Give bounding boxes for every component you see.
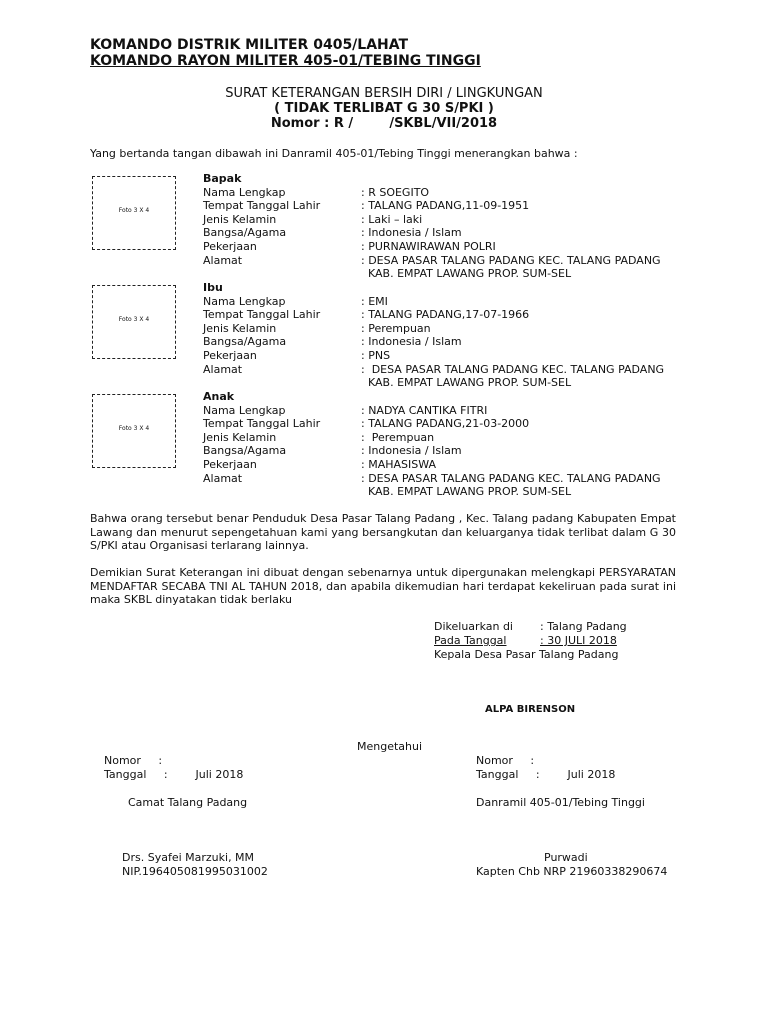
field-label-address: Alamat bbox=[203, 362, 243, 376]
person-role: Bapak bbox=[203, 172, 242, 185]
field-value-nation: : Indonesia / Islam bbox=[361, 335, 462, 349]
left-nomor: Nomor : bbox=[104, 754, 163, 767]
field-value-job: : PNS bbox=[361, 349, 391, 362]
issued-place-label: Dikeluarkan di bbox=[434, 620, 513, 633]
issued-official: Kepala Desa Pasar Talang Padang bbox=[434, 648, 619, 661]
photo-label: Foto 3 X 4 bbox=[118, 425, 150, 432]
field-label-gender: Jenis Kelamin bbox=[203, 321, 277, 335]
issued-signer: ALPA BIRENSON bbox=[485, 704, 576, 715]
field-value-nation: : Indonesia / Islam bbox=[361, 226, 462, 240]
known-label: Mengetahui bbox=[357, 740, 423, 753]
field-value-name: : EMI bbox=[361, 294, 388, 308]
left-office: Camat Talang Padang bbox=[128, 796, 248, 809]
field-value-birth: : TALANG PADANG,21-03-2000 bbox=[361, 417, 530, 431]
field-label-address: Alamat bbox=[203, 471, 243, 485]
title-line-3: Nomor : R / /SKBL/VII/2018 bbox=[270, 116, 498, 131]
left-tanggal: Tanggal : Juli 2018 bbox=[104, 768, 244, 781]
field-label-nation: Bangsa/Agama bbox=[203, 335, 287, 349]
field-value-name: : R SOEGITO bbox=[361, 185, 430, 199]
field-value-birth: : TALANG PADANG,17-07-1966 bbox=[361, 308, 530, 322]
field-label-job: Pekerjaan bbox=[203, 349, 257, 362]
field-label-name: Nama Lengkap bbox=[203, 403, 286, 417]
intro-text: Yang bertanda tangan dibawah ini Danramil 405-01/Tebing Tinggi menerangkan bahwa : bbox=[90, 147, 578, 160]
issued-date-value: : 30 JULI 2018 bbox=[540, 634, 617, 647]
left-id: NIP.196405081995031002 bbox=[122, 865, 268, 878]
field-value-gender: : Laki – laki bbox=[361, 212, 423, 226]
header-line-2: KOMANDO RAYON MILITER 405-01/TEBING TINGGI bbox=[90, 53, 481, 69]
field-value-job: : MAHASISWA bbox=[361, 458, 437, 471]
field-value-address: : DESA PASAR TALANG PADANG KEC. TALANG PADANG bbox=[361, 362, 665, 376]
field-label-birth: Tempat Tanggal Lahir bbox=[203, 308, 321, 322]
field-label-nation: Bangsa/Agama bbox=[203, 444, 287, 458]
title-line-2: ( TIDAK TERLIBAT G 30 S/PKI ) bbox=[274, 101, 494, 116]
field-label-address: Alamat bbox=[203, 253, 243, 267]
photo-label: Foto 3 X 4 bbox=[118, 316, 150, 323]
issued-place-value: : Talang Padang bbox=[540, 620, 627, 633]
field-value-address: : DESA PASAR TALANG PADANG KEC. TALANG PADANG bbox=[361, 471, 661, 485]
field-label-nation: Bangsa/Agama bbox=[203, 226, 287, 240]
right-id: Kapten Chb NRP 21960338290674 bbox=[476, 865, 668, 878]
title-line-1: SURAT KETERANGAN BERSIH DIRI / LINGKUNGAN bbox=[225, 86, 543, 101]
left-name: Drs. Syafei Marzuki, MM bbox=[122, 851, 255, 864]
header-line-1: KOMANDO DISTRIK MILITER 0405/LAHAT bbox=[90, 37, 409, 53]
photo-placeholder bbox=[92, 176, 176, 250]
right-tanggal: Tanggal : Juli 2018 bbox=[476, 768, 616, 781]
issued-date-label: Pada Tanggal bbox=[434, 634, 507, 647]
field-label-gender: Jenis Kelamin bbox=[203, 212, 277, 226]
field-label-job: Pekerjaan bbox=[203, 240, 257, 253]
field-value-address-line-2: KAB. EMPAT LAWANG PROP. SUM-SEL bbox=[368, 376, 572, 390]
paragraph-closing: Demikian Surat Keterangan ini dibuat dengan sebenarnya untuk dipergunakan melengkapi PERSYARATAN MENDAFTAR SECABA TNI AL TAHUN 2018, dan apabila dikemudian hari terdapat kekeliruan pada surat ini maka SKBL dinyatakan tidak berlaku bbox=[90, 566, 676, 607]
person-role: Anak bbox=[203, 390, 235, 403]
field-value-name: : NADYA CANTIKA FITRI bbox=[361, 403, 488, 417]
field-label-name: Nama Lengkap bbox=[203, 185, 286, 199]
field-label-gender: Jenis Kelamin bbox=[203, 430, 277, 444]
paragraph-statement: Bahwa orang tersebut benar Penduduk Desa Pasar Talang Padang , Kec. Talang padang Kabupaten Empat Lawang dan menurut sepengetahuan kami yang bersangkutan dan keluarganya tidak terlibat dalam G 30 S/PKI atau Organisasi terlarang lainnya. bbox=[90, 512, 676, 553]
field-label-name: Nama Lengkap bbox=[203, 294, 286, 308]
right-nomor: Nomor : bbox=[476, 754, 535, 767]
right-name: Purwadi bbox=[544, 851, 588, 864]
field-value-nation: : Indonesia / Islam bbox=[361, 444, 462, 458]
field-label-birth: Tempat Tanggal Lahir bbox=[203, 417, 321, 431]
field-label-job: Pekerjaan bbox=[203, 458, 257, 471]
field-value-job: : PURNAWIRAWAN POLRI bbox=[361, 240, 496, 253]
field-value-address-line-2: KAB. EMPAT LAWANG PROP. SUM-SEL bbox=[368, 267, 572, 281]
field-value-gender: : Perempuan bbox=[361, 430, 435, 444]
field-value-address-line-2: KAB. EMPAT LAWANG PROP. SUM-SEL bbox=[368, 485, 572, 499]
photo-placeholder bbox=[92, 394, 176, 468]
photo-label: Foto 3 X 4 bbox=[118, 207, 150, 214]
field-label-birth: Tempat Tanggal Lahir bbox=[203, 199, 321, 213]
field-value-birth: : TALANG PADANG,11-09-1951 bbox=[361, 199, 530, 213]
person-role: Ibu bbox=[203, 281, 223, 294]
right-office: Danramil 405-01/Tebing Tinggi bbox=[476, 796, 645, 809]
field-value-address: : DESA PASAR TALANG PADANG KEC. TALANG PADANG bbox=[361, 253, 661, 267]
photo-placeholder bbox=[92, 285, 176, 359]
field-value-gender: : Perempuan bbox=[361, 321, 431, 335]
